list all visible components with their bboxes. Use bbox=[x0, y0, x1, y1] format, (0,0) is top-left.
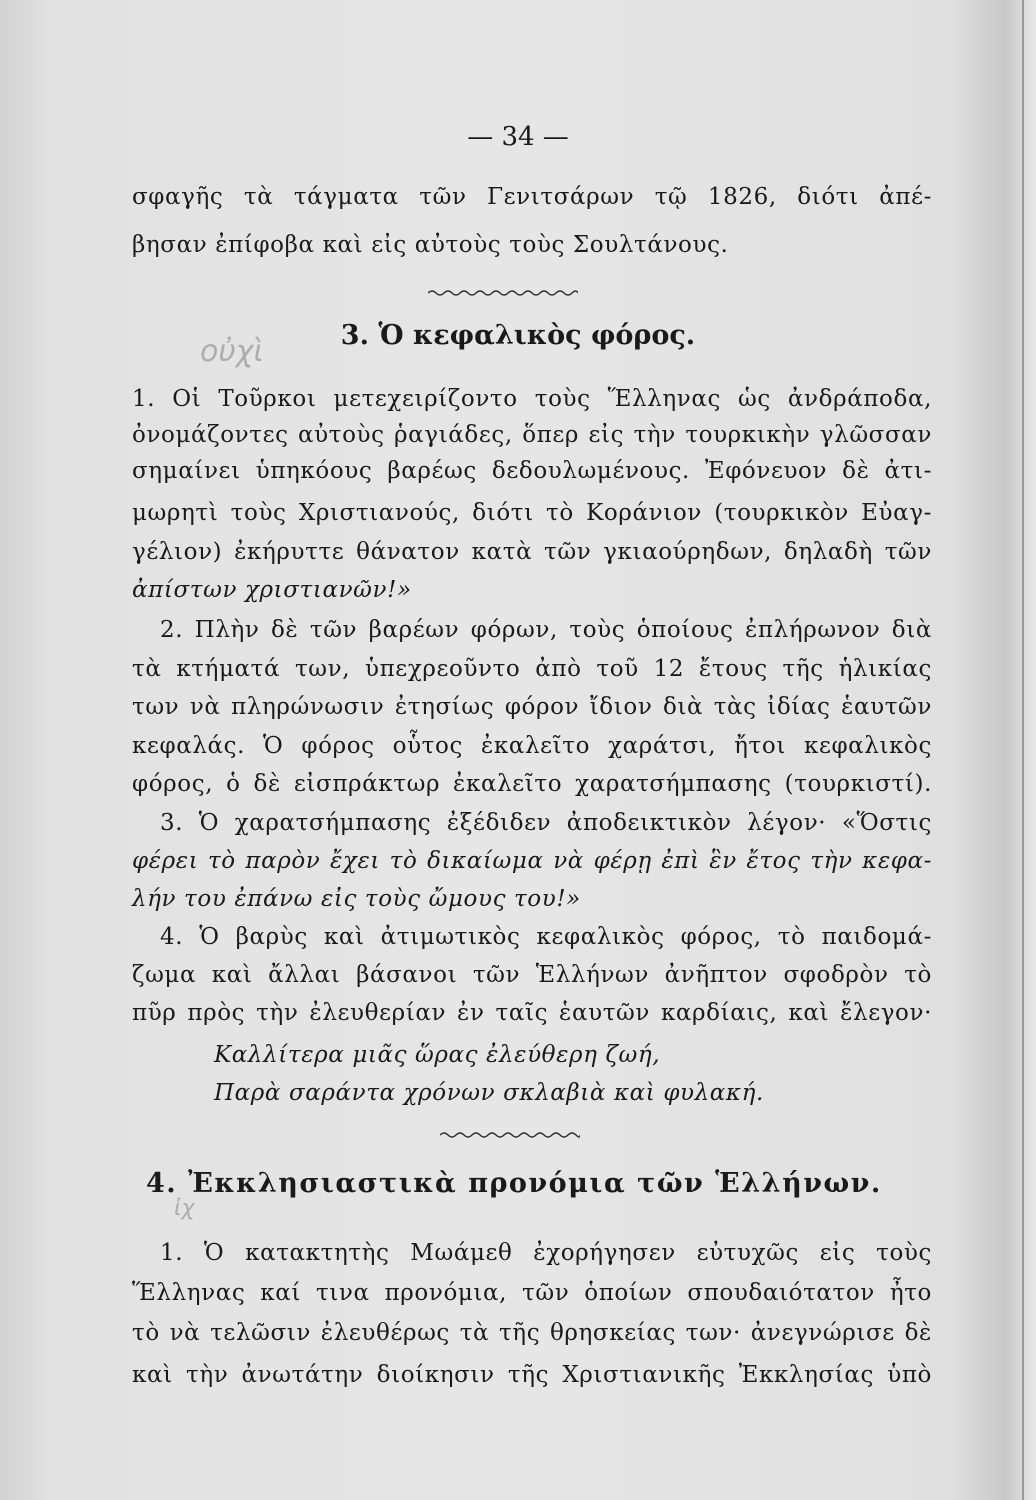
wavy-divider bbox=[440, 1130, 580, 1140]
text-line: τὸ νὰ τελῶσιν ἐλευθέρως τὰ τῆς θρησκείας των· ἀνεγνώρισε δὲ bbox=[132, 1320, 932, 1346]
section-heading: 3. Ὁ κεφαλικὸς φόρος. bbox=[340, 320, 696, 351]
text-line: σημαίνει ὑπηκόους βαρέως δεδουλωμένους. Ἐφόνευον δὲ ἀτι- bbox=[132, 458, 932, 484]
text-line: ὀνομάζοντες αὐτοὺς ῥαγιάδες, ὅπερ εἰς τὴν τουρκικὴν γλῶσσαν bbox=[132, 422, 932, 448]
text-line: ἀπίστων χριστιανῶν!» bbox=[132, 577, 412, 603]
wavy-divider bbox=[428, 288, 578, 298]
verse-line: Παρὰ σαράντα χρόνων σκλαβιὰ καὶ φυλακή. bbox=[214, 1080, 764, 1106]
text-line: 1. Οἱ Τοῦρκοι μετεχειρίζοντο τοὺς Ἕλληνας ὡς ἀνδράποδα, bbox=[132, 386, 932, 412]
text-line: 2. Πλὴν δὲ τῶν βαρέων φόρων, τοὺς ὁποίους ἐπλήρωνον διὰ bbox=[160, 617, 932, 643]
section-heading: 4. Ἐκκλησιαστικὰ προνόμια τῶν Ἑλλήνων. bbox=[146, 1168, 882, 1199]
verse-line: Καλλίτερα μιᾶς ὥρας ἐλεύθερη ζωή, bbox=[214, 1042, 661, 1068]
text-line: καὶ τὴν ἀνωτάτην διοίκησιν τῆς Χριστιανικῆς Ἐκκλησίας ὑπὸ bbox=[132, 1362, 932, 1388]
text-line: λήν του ἐπάνω εἰς τοὺς ὤμους του!» bbox=[132, 886, 581, 912]
text-line: φέρει τὸ παρὸν ἔχει τὸ δικαίωμα νὰ φέρῃ ἐπὶ ἓν ἔτος τὴν κεφα- bbox=[132, 848, 932, 874]
pencil-annotation: οὐχὶ bbox=[200, 334, 264, 369]
page-edge bbox=[1022, 0, 1024, 1500]
text-line: κεφαλάς. Ὁ φόρος οὗτος ἐκαλεῖτο χαράτσι, ἤτοι κεφαλικὸς bbox=[132, 733, 932, 759]
text-line: 3. Ὁ χαρατσήμπασης ἐξέδιδεν ἀποδεικτικὸν λέγον· «Ὅστις bbox=[160, 810, 932, 836]
text-line: 1. Ὁ κατακτητὴς Μωάμεθ ἐχορήγησεν εὐτυχῶς εἰς τοὺς bbox=[160, 1240, 932, 1266]
text-line: γέλιον) ἐκήρυττε θάνατον κατὰ τῶν γκιαούρηδων, δηλαδὴ τῶν bbox=[132, 539, 932, 565]
text-line: μωρητὶ τοὺς Χριστιανούς, διότι τὸ Κοράνιον (τουρκικὸν Εὐαγ- bbox=[132, 500, 932, 526]
text-line: τὰ κτήματά των, ὑπεχρεοῦντο ἀπὸ τοῦ 12 ἔτους τῆς ἡλικίας bbox=[132, 656, 932, 682]
text-line: φόρος, ὁ δὲ εἰσπράκτωρ ἐκαλεῖτο χαρατσήμπασης (τουρκιστί). bbox=[132, 771, 932, 797]
text-line: των νὰ πληρώνωσιν ἐτησίως φόρον ἴδιον διὰ τὰς ἰδίας ἑαυτῶν bbox=[132, 694, 932, 720]
text-line: πῦρ πρὸς τὴν ἐλευθερίαν ἐν ταῖς ἑαυτῶν καρδίαις, καὶ ἔλεγον· bbox=[132, 1000, 932, 1026]
text-line: βησαν ἐπίφοβα καὶ εἰς αὐτοὺς τοὺς Σουλτάνους. bbox=[132, 232, 729, 258]
text-line: ζωμα καὶ ἄλλαι βάσανοι τῶν Ἑλλήνων ἀνῆπτον σφοδρὸν τὸ bbox=[132, 962, 932, 988]
pencil-annotation: ἰχ bbox=[174, 1196, 195, 1221]
text-line: σφαγῆς τὰ τάγματα τῶν Γενιτσάρων τῷ 1826, διότι ἀπέ- bbox=[132, 184, 932, 210]
text-line: 4. Ὁ βαρὺς καὶ ἀτιμωτικὸς κεφαλικὸς φόρος, τὸ παιδομά- bbox=[160, 924, 932, 950]
page-number: — 34 — bbox=[467, 122, 569, 152]
text-line: Ἕλληνας καί τινα προνόμια, τῶν ὁποίων σπουδαιότατον ἦτο bbox=[132, 1280, 932, 1306]
